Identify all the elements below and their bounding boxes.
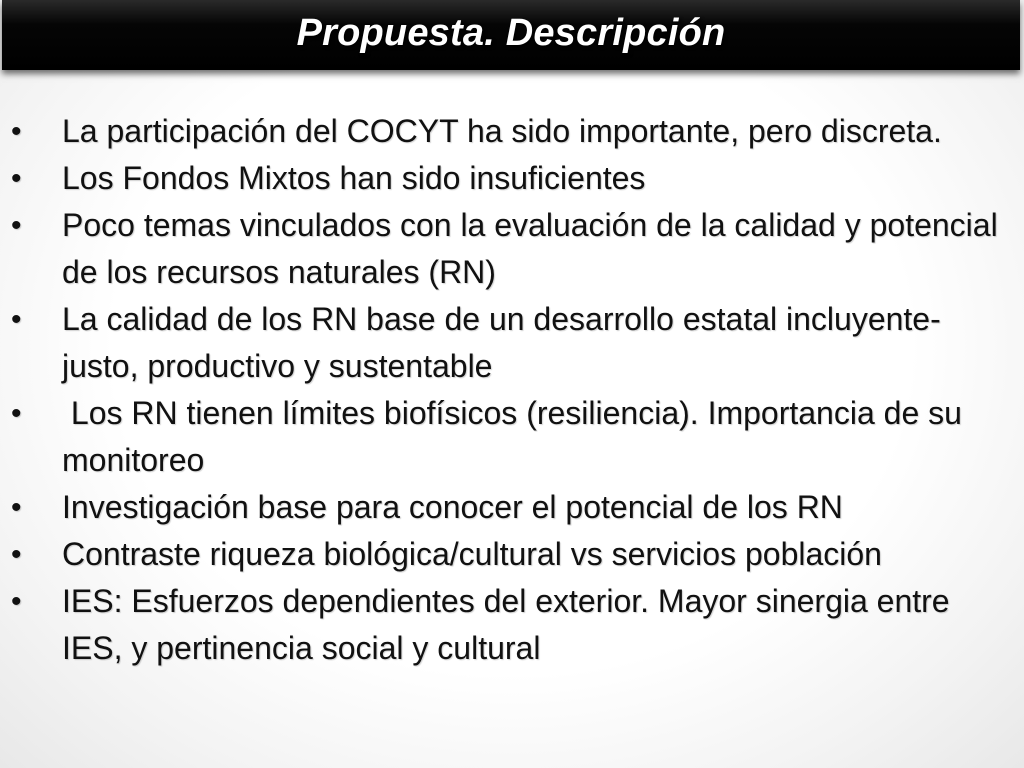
title-bar: [2, 0, 1020, 70]
bullet-item: [0, 390, 1010, 484]
bullet-icon: •: [11, 397, 22, 430]
bullet-icon: •: [11, 209, 22, 242]
bullet-text: Contraste riqueza biológica/cultural vs servicios población: [62, 536, 882, 572]
bullet-icon: •: [11, 162, 22, 195]
bullet-item: [0, 484, 1010, 531]
bullet-text: Investigación base para conocer el potencial de los RN: [62, 489, 843, 525]
bullet-icon: •: [11, 303, 22, 336]
bullet-item: [0, 531, 1010, 578]
bullet-icon: •: [11, 585, 22, 618]
bullet-icon: •: [11, 538, 22, 571]
bullet-icon: •: [11, 115, 22, 148]
bullet-text: La participación del COCYT ha sido importante, pero discreta.: [62, 113, 942, 149]
bullet-item: [0, 578, 1010, 672]
bullet-item: [0, 155, 1010, 202]
bullet-list: [0, 108, 1010, 672]
bullet-item: [0, 202, 1010, 296]
bullet-text: IES: Esfuerzos dependientes del exterior. Mayor sinergia entre IES, y pertinencia social y cultural: [62, 583, 950, 666]
bullet-icon: •: [11, 491, 22, 524]
bullet-item: [0, 108, 1010, 155]
bullet-text: Los RN tienen límites biofísicos (resiliencia). Importancia de su monitoreo: [62, 395, 971, 478]
bullet-text: Los Fondos Mixtos han sido insuficientes: [62, 160, 646, 196]
bullet-item: [0, 296, 1010, 390]
bullet-text: La calidad de los RN base de un desarrollo estatal incluyente-justo, productivo y sustentable: [62, 301, 941, 384]
bullet-text: Poco temas vinculados con la evaluación de la calidad y potencial de los recursos naturales (RN): [62, 207, 998, 290]
slide-title: Propuesta. Descripción: [296, 11, 726, 54]
